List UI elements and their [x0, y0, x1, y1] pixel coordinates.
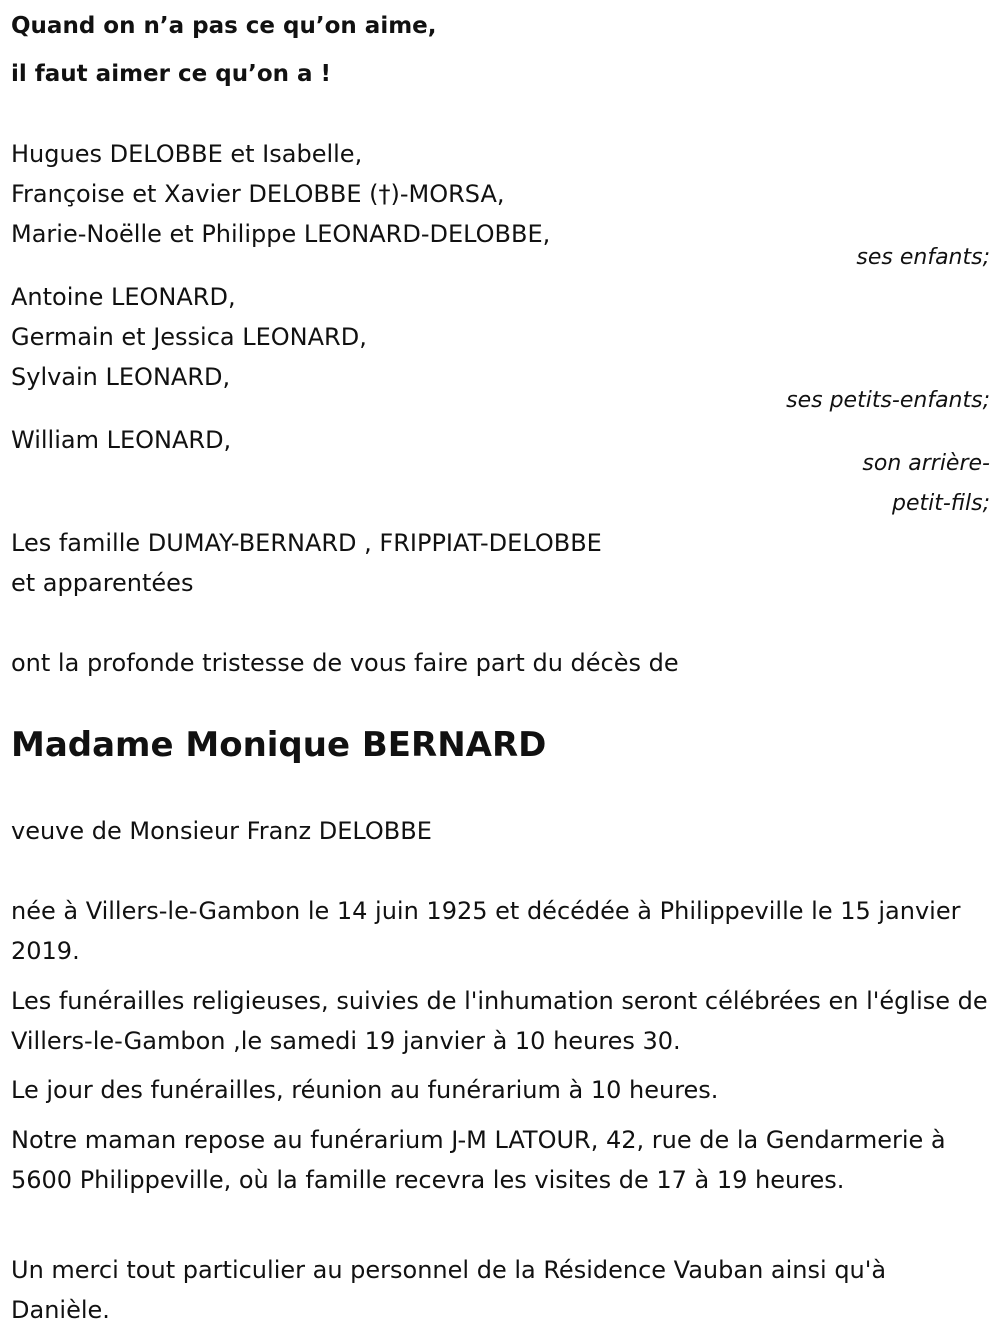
grandchild-name: Sylvain LEONARD,: [11, 363, 231, 391]
child-name: Françoise et Xavier DELOBBE (†)-MORSA,: [11, 180, 505, 208]
families-line-2: et apparentées: [11, 569, 194, 597]
motto-line-1: Quand on n’a pas ce qu’on aime,: [11, 13, 437, 39]
great-grandchild-name: William LEONARD,: [11, 426, 232, 454]
great-grandchild-role-line-2: petit-fils;: [891, 491, 990, 516]
grandchild-name: Germain et Jessica LEONARD,: [11, 323, 367, 351]
children-role: ses enfants;: [856, 245, 990, 270]
child-name: Marie-Noëlle et Philippe LEONARD-DELOBBE,: [11, 220, 551, 248]
announcement-text: ont la profonde tristesse de vous faire part du décès de: [11, 649, 679, 677]
grandchildren-role: ses petits-enfants;: [786, 388, 990, 413]
rest-paragraph: Notre maman repose au funérarium J-M LATOUR, 42, rue de la Gendarmerie à 5600 Philippeville, où la famille recevra les visites de 17 à 19 heures.: [11, 1126, 946, 1194]
birth-death-paragraph: née à Villers-le-Gambon le 14 juin 1925 et décédée à Philippeville le 15 janvier 2019.: [11, 897, 961, 965]
grandchild-name: Antoine LEONARD,: [11, 283, 236, 311]
meeting-paragraph: Le jour des funérailles, réunion au funérarium à 10 heures.: [11, 1076, 719, 1104]
widow-of-text: veuve de Monsieur Franz DELOBBE: [11, 817, 432, 845]
motto-line-2: il faut aimer ce qu’on a !: [11, 61, 332, 87]
child-name: Hugues DELOBBE et Isabelle,: [11, 140, 363, 168]
deceased-name: Madame Monique BERNARD: [11, 725, 547, 765]
great-grandchild-role-line-1: son arrière-: [862, 451, 990, 476]
families-line-1: Les famille DUMAY-BERNARD , FRIPPIAT-DELOBBE: [11, 529, 602, 557]
funeral-paragraph: Les funérailles religieuses, suivies de l'inhumation seront célébrées en l'église de Villers-le-Gambon ,le samedi 19 janvier à 10 heures 30.: [11, 987, 988, 1055]
thanks-paragraph: Un merci tout particulier au personnel de la Résidence Vauban ainsi qu'à Danièle.: [11, 1256, 887, 1324]
